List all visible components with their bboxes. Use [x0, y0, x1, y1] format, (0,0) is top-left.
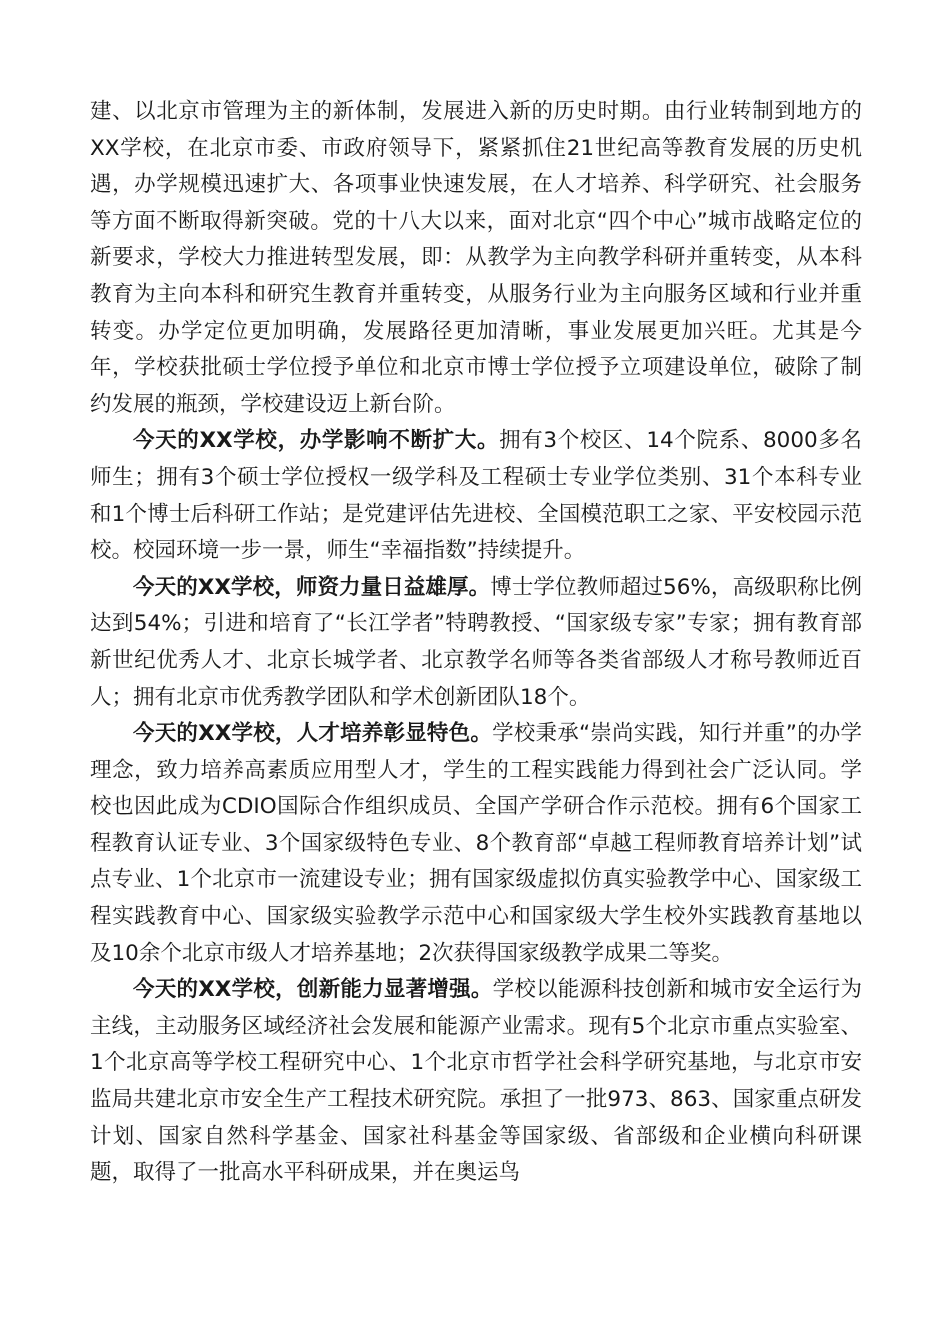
document-body — [90, 94, 862, 1192]
paragraph-text: 建、以北京市管理为主的新体制，发展进入新的历史时期。由行业转制到地方的XX学校，在北京市委、市政府领导下，紧紧抓住21世纪高等教育发展的历史机遇，办学规模迅速扩大、各项事业快速发展，在人才培养、科学研究、社会服务等方面不断取得新突破。党的十八大以来，面对北京“四个中心”城市战略定位的新要求，学校大力推进转型发展，即：从教学为主向教学科研并重转变，从本科教育为主向本科和研究生教育并重转变，从服务行业为主向服务区域和行业并重转变。办学定位更加明确，发展路径更加清晰，事业发展更加兴旺。尤其是今年，学校获批硕士学位授予单位和北京市博士学位授予立项建设单位，破除了制约发展的瓶颈，学校建设迈上新台阶。 — [90, 99, 862, 417]
paragraph-lead: 今天的XX学校，创新能力显著增强。 — [133, 977, 493, 1003]
paragraph-innovation — [90, 972, 862, 1192]
paragraph-text: 学校秉承“崇尚实践，知行并重”的办学理念，致力培养高素质应用型人才，学生的工程实践能力得到社会广泛认同。学校也因此成为CDIO国际合作组织成员、全国产学研合作示范校。拥有6个国家工程教育认证专业、3个国家级特色专业、8个教育部“卓越工程师教育培养计划”试点专业、1个北京市一流建设专业；拥有国家级虚拟仿真实验教学中心、国家级工程实践教育中心、国家级实验教学示范中心和国家级大学生校外实践教育基地以及10余个北京市级人才培养基地；2次获得国家级教学成果二等奖。 — [90, 721, 863, 966]
paragraph-history — [90, 94, 862, 423]
paragraph-lead: 今天的XX学校，人才培养彰显特色。 — [133, 721, 493, 747]
paragraph-talent-cultivation — [90, 716, 862, 972]
paragraph-text: 学校以能源科技创新和城市安全运行为主线，主动服务区域经济社会发展和能源产业需求。现有5个北京市重点实验室、1个北京高等学校工程研究中心、1个北京市哲学社会科学研究基地，与北京市安监局共建北京市安全生产工程技术研究院。承担了一批973、863、国家重点研发计划、国家自然科学基金、国家社科基金等国家级、省部级和企业横向科研课题，取得了一批高水平科研成果，并在奥运鸟 — [90, 977, 862, 1186]
paragraph-influence — [90, 423, 862, 569]
paragraph-text: 拥有3个校区、14个院系、8000多名师生；拥有3个硕士学位授权一级学科及工程硕士专业学位类别、31个本科专业和1个博士后科研工作站；是党建评估先进校、全国模范职工之家、平安校园示范校。校园环境一步一景，师生“幸福指数”持续提升。 — [90, 428, 862, 564]
paragraph-lead: 今天的XX学校，师资力量日益雄厚。 — [133, 574, 491, 600]
paragraph-faculty — [90, 570, 862, 716]
paragraph-lead: 今天的XX学校，办学影响不断扩大。 — [133, 428, 500, 454]
paragraph-text: 博士学位教师超过56%，高级职称比例达到54%；引进和培育了“长江学者”特聘教授、“国家级专家”专家；拥有教育部新世纪优秀人才、北京长城学者、北京教学名师等各类省部级人才称号教师近百人；拥有北京市优秀教学团队和学术创新团队18个。 — [90, 574, 862, 710]
